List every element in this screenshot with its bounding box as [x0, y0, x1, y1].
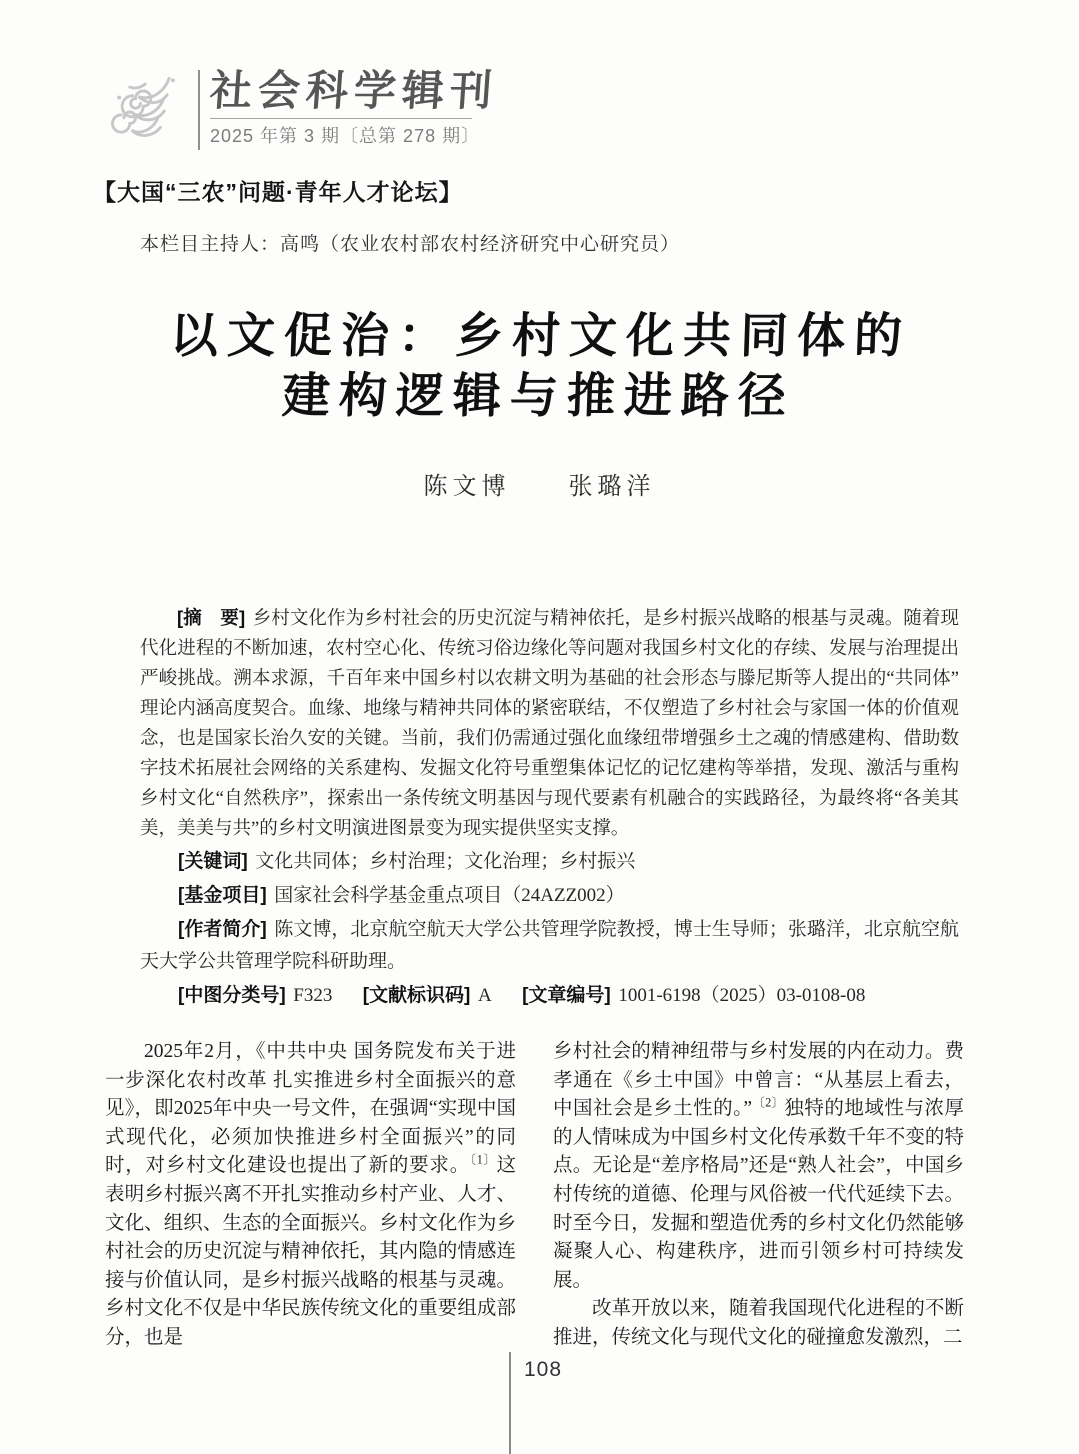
body-paragraph: 改革开放以来，随着我国现代化进程的不断推进，传统文化与现代文化的碰撞愈发激烈，二: [553, 1298, 964, 1348]
paragraph-text: 2025年2月，《中共中央 国务院发布关于进一步深化农村改革 扎实推进乡村全面振兴的意见》，即2025年中央一号文件，在强调“实现中国式现代化，必须加快推进乡村全面振兴”的同时，对乡村文化建设也提出了新的要求。: [105, 1041, 516, 1177]
phoenix-emblem-icon: [100, 68, 196, 156]
host-line: 本栏目主持人：高鸣（农业农村部农村经济研究中心研究员）: [140, 234, 681, 255]
abstract-text: 乡村文化作为乡村社会的历史沉淀与精神依托，是乡村振兴战略的根基与灵魂。随着现代化进程的不断加速，农村空心化、传统习俗边缘化等问题对我国乡村文化的存续、发展与治理提出严峻挑战。溯本求源，千百年来中国乡村以农耕文明为基础的社会形态与滕尼斯等人提出的“共同体”理论内涵高度契合。血缘、地缘与精神共同体的紧密联结，不仅塑造了乡村社会与家国一体的价值观念，也是国家长治久安的关键。当前，我们仍需通过强化血缘纽带增强乡土之魂的情感建构、借助数字技术拓展社会网络的关系建构、发掘文化符号重塑集体记忆的记忆建构等举措，发现、激活与重构乡村文化“自然秩序”，探索出一条传统文明基因与现代要素有机融合的实践路径，为最终将“各美其美，美美与共”的乡村文明演进图景变为现实提供坚实支撑。: [140, 609, 959, 839]
masthead: [100, 68, 1079, 160]
authors: 陈文博 张璐洋: [423, 474, 656, 500]
title-line-2: 建构逻辑与推进路径: [280, 368, 796, 424]
keywords-label: [关键词]: [178, 851, 248, 872]
body-right-column: [553, 1038, 964, 1353]
article-title: [0, 306, 1079, 426]
journal-name: 社会科学辑刊: [208, 66, 500, 115]
fund-line: [140, 880, 959, 912]
title-line-1: 以文促治：乡村文化共同体的: [169, 308, 913, 364]
bio-label: [作者简介]: [178, 919, 267, 940]
body-paragraph: [553, 1038, 964, 1295]
doc-code-value: A: [477, 985, 492, 1006]
footer-divider: [509, 1352, 511, 1454]
paragraph-text: 乡村社会的精神纽带与乡村发展的内在动力。费孝通在《乡土中国》中曾言：“从基层上看去，中国社会是乡土性的。”: [553, 1041, 964, 1120]
footnote-ref-1: 〔1〕: [469, 1152, 497, 1167]
page-number: 108: [524, 1358, 563, 1381]
bio-line: [140, 914, 959, 978]
body-paragraph: [105, 1038, 516, 1353]
front-matter: [140, 603, 959, 1012]
paragraph-text: 独特的地域性与浓厚的人情味成为中国乡村文化传承数千年不变的特点。无论是“差序格局”还是“熟人社会”，中国乡村传统的道德、伦理与风俗被一代代延续下去。时至今日，发掘和塑造优秀的乡村文化仍然能够凝聚人心、构建秩序，进而引领乡村可持续发展。: [553, 1098, 964, 1291]
article-id-label: [文章编号]: [522, 985, 611, 1006]
clc-value: F323: [293, 985, 333, 1006]
issue-line: 2025 年第 3 期〔总第 278 期〕: [210, 126, 481, 146]
footnote-ref-2: 〔2〕: [752, 1095, 785, 1110]
fund-text: 国家社会科学基金重点项目（24AZZ002）: [274, 885, 625, 906]
keywords-line: [140, 846, 959, 878]
keywords-text: 文化共同体；乡村治理；文化治理；乡村振兴: [255, 851, 636, 872]
article-id-value: 1001-6198（2025）03-0108-08: [618, 985, 866, 1006]
bio-text: 陈文博，北京航空航天大学公共管理学院教授，博士生导师；张璐洋，北京航空航天大学公共管理学院科研助理。: [140, 919, 959, 972]
abstract: [140, 603, 959, 844]
body-left-column: [105, 1038, 516, 1353]
masthead-divider: [198, 70, 200, 150]
classification-line: [140, 980, 959, 1012]
column-header: 【大国“三农”问题·青年人才论坛】: [93, 179, 463, 205]
fund-label: [基金项目]: [178, 885, 267, 906]
clc-label: [中图分类号]: [178, 985, 286, 1006]
paragraph-text: 这表明乡村振兴离不开扎实推动乡村产业、人才、文化、组织、生态的全面振兴。乡村文化作为乡村社会的历史沉淀与精神依托，其内隐的情感连接与价值认同，是乡村振兴战略的根基与灵魂。乡村文化不仅是中华民族传统文化的重要组成部分，也是: [105, 1155, 516, 1348]
abstract-label: [摘 要]: [177, 607, 246, 628]
body-columns: [105, 1038, 967, 1353]
doc-code-label: [文献标识码]: [362, 985, 471, 1006]
journal-name-rule: [210, 118, 472, 119]
